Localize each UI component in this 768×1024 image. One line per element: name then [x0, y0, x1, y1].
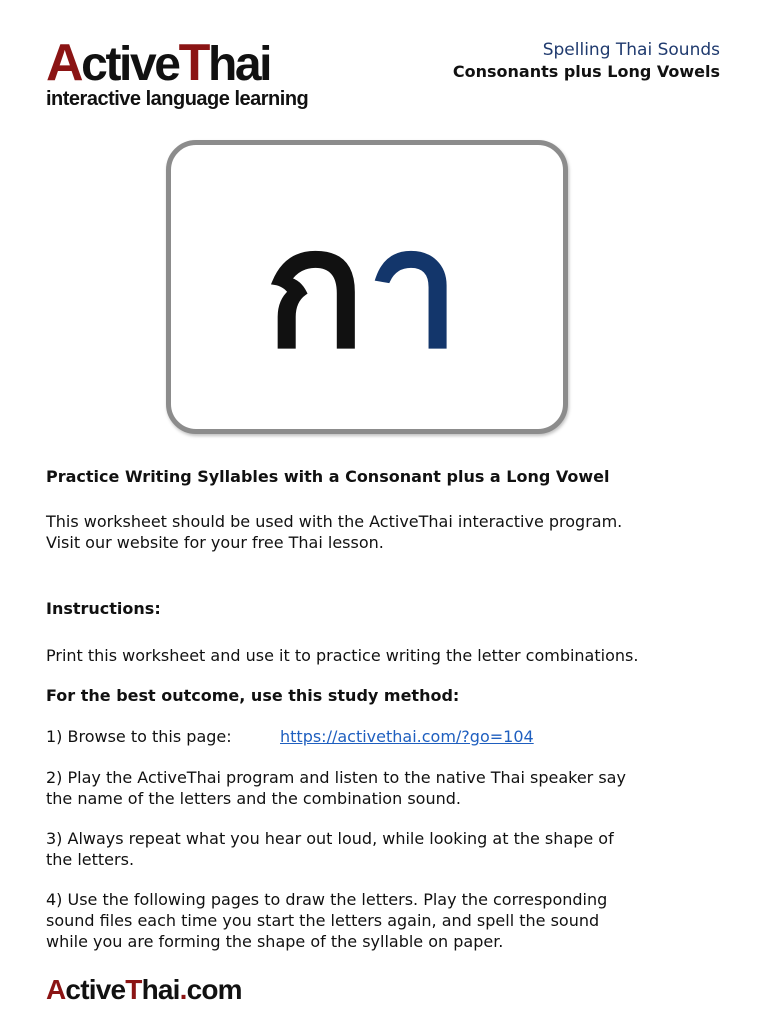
step-2-line-1: 2) Play the ActiveThai program and listen to the native Thai speaker say — [46, 768, 626, 787]
step-2-line-2: the name of the letters and the combination sound. — [46, 789, 461, 808]
print-instruction: Print this worksheet and use it to practice writing the letter combinations. — [46, 646, 639, 665]
instructions-label: Instructions: — [46, 599, 161, 618]
intro-line-1: This worksheet should be used with the ActiveThai interactive program. — [46, 512, 623, 531]
step-4-line-1: 4) Use the following pages to draw the letters. Play the corresponding — [46, 890, 608, 909]
footer-logo: ActiveThai.com — [46, 974, 242, 1005]
logo-tagline: interactive language learning — [46, 88, 309, 110]
activethai-logo — [46, 34, 346, 110]
step-4-line-2: sound files each time you start the letters again, and spell the sound — [46, 911, 600, 930]
worksheet-title: Spelling Thai Sounds — [542, 40, 720, 60]
lesson-link[interactable]: https://activethai.com/?go=104 — [280, 727, 534, 746]
logo-wordmark: ActiveThai — [46, 34, 271, 92]
step-4-line-3: while you are forming the shape of the syllable on paper. — [46, 932, 504, 951]
consonant-ko-kai: ก — [265, 193, 365, 385]
vowel-sara-aa: า — [367, 193, 460, 385]
study-method-heading: For the best outcome, use this study method: — [46, 686, 460, 705]
step-3-line-1: 3) Always repeat what you hear out loud, while looking at the shape of — [46, 829, 614, 848]
thai-letter-glyphs — [171, 145, 563, 429]
step-1 — [46, 726, 534, 747]
step-3-line-2: the letters. — [46, 850, 135, 869]
step-1-text: 1) Browse to this page: — [46, 727, 232, 746]
worksheet-subtitle: Consonants plus Long Vowels — [452, 62, 720, 81]
intro-line-2: Visit our website for your free Thai lesson. — [46, 533, 384, 552]
worksheet-header — [453, 40, 720, 82]
practice-heading: Practice Writing Syllables with a Consonant plus a Long Vowel — [46, 467, 610, 486]
letter-card — [166, 140, 568, 434]
